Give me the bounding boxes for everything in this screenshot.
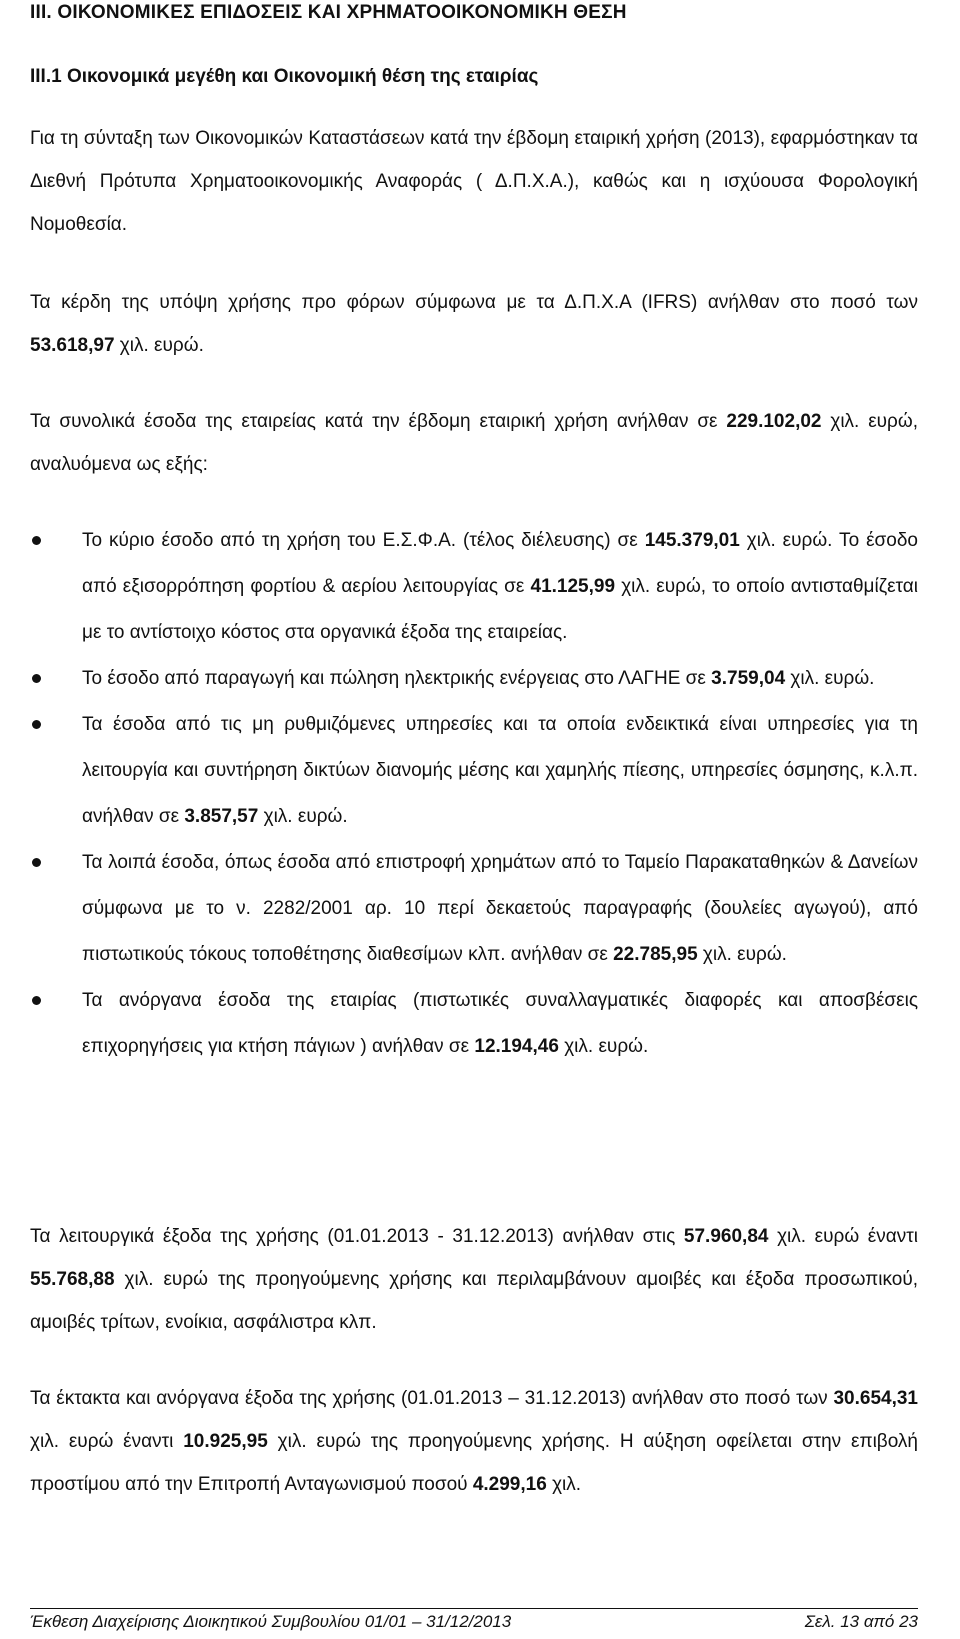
list-item: Το έσοδο από παραγωγή και πώληση ηλεκτρικής ενέργειας στο ΛΑΓΗΕ σε 3.759,04 χιλ. ευρώ. [30, 656, 918, 702]
operating-expenses-paragraph: Τα λειτουργικά έξοδα της χρήσης (01.01.2013 - 31.12.2013) ανήλθαν στις 57.960,84 χιλ. ευρώ έναντι 55.768,88 χιλ. ευρώ της προηγούμενης χρήσης και περιλαμβάνουν αμοιβές και έξοδα προσωπικού, αμοιβές τρίτων, ενοίκια, ασφάλιστρα κλπ. [30, 1226, 918, 1333]
list-item: Τα έσοδα από τις μη ρυθμιζόμενες υπηρεσίες και τα οποία ενδεικτικά είναι υπηρεσίες για τη λειτουργία και συντήρηση δικτύων διανομής μέσης και χαμηλής πίεσης, υπηρεσίες όσμησης, κ.λ.π. ανήλθαν σε 3.857,57 χιλ. ευρώ. [30, 702, 918, 840]
bullet-icon [32, 536, 41, 545]
intro-paragraph: Για τη σύνταξη των Οικονομικών Καταστάσεων κατά την έβδομη εταιρική χρήση (2013), εφαρμόστηκαν τα Διεθνή Πρότυπα Χρηματοοικονομικής Αναφοράς ( Δ.Π.Χ.Α.), καθώς και η ισχύουσα Φορολογική Νομοθεσία. [30, 128, 918, 235]
list-item: Τα ανόργανα έσοδα της εταιρίας (πιστωτικές συναλλαγματικές διαφορές και αποσβέσεις επιχορηγήσεις για κτήση πάγιων ) ανήλθαν σε 12.194,46 χιλ. ευρώ. [30, 978, 918, 1070]
pretax-profit-amount: 53.618,97 [30, 335, 115, 356]
bullet-icon [32, 674, 41, 683]
bullet-icon [32, 996, 41, 1005]
extraordinary-expenses-paragraph: Τα έκτακτα και ανόργανα έξοδα της χρήσης (01.01.2013 – 31.12.2013) ανήλθαν στο ποσό των 30.654,31 χιλ. ευρώ έναντι 10.925,95 χιλ. ευρώ της προηγούμενης χρήσης. Η αύξηση οφείλεται στην επιβολή προστίμου από την Επιτροπή Ανταγωνισμού ποσού 4.299,16 χιλ. [30, 1388, 918, 1495]
pretax-profit-paragraph: Τα κέρδη της υπόψη χρήσης προ φόρων σύμφωνα με τα Δ.Π.Χ.Α (IFRS) ανήλθαν στο ποσό των 53.618,97 χιλ. ευρώ. [30, 292, 918, 356]
footer-title: Έκθεση Διαχείρισης Διοικητικού Συμβουλίου 01/01 – 31/12/2013 [30, 1612, 512, 1631]
section-heading: III. ΟΙΚΟΝΟΜΙΚΕΣ ΕΠΙΔΟΣΕΙΣ ΚΑΙ ΧΡΗΜΑΤΟΟΙΚΟΝΟΜΙΚΗ ΘΕΣΗ [30, 2, 627, 23]
subsection-heading: III.1 Οικονομικά μεγέθη και Οικονομική θέση της εταιρίας [30, 66, 539, 87]
footer-divider [30, 1608, 918, 1609]
revenue-breakdown-list [30, 518, 918, 1070]
bullet-icon [32, 858, 41, 867]
total-revenue-paragraph: Τα συνολικά έσοδα της εταιρείας κατά την έβδομη εταιρική χρήση ανήλθαν σε 229.102,02 χιλ. ευρώ, αναλυόμενα ως εξής: [30, 411, 918, 475]
page-number: Σελ. 13 από 23 [804, 1612, 918, 1631]
list-item: Τα λοιπά έσοδα, όπως έσοδα από επιστροφή χρημάτων από το Ταμείο Παρακαταθηκών & Δανείων σύμφωνα με το ν. 2282/2001 αρ. 10 περί δεκαετούς παραγραφής (δουλείες αγωγού), από πιστωτικούς τόκους τοποθέτησης διαθεσίμων κλπ. ανήλθαν σε 22.785,95 χιλ. ευρώ. [30, 840, 918, 978]
total-revenue-amount: 229.102,02 [726, 411, 822, 432]
bullet-icon [32, 720, 41, 729]
list-item: Το κύριο έσοδο από τη χρήση του Ε.Σ.Φ.Α. (τέλος διέλευσης) σε 145.379,01 χιλ. ευρώ. Το έσοδο από εξισορρόπηση φορτίου & αερίου λειτουργίας σε 41.125,99 χιλ. ευρώ, το οποίο αντισταθμίζεται με το αντίστοιχο κόστος στα οργανικά έξοδα της εταιρείας. [30, 518, 918, 656]
